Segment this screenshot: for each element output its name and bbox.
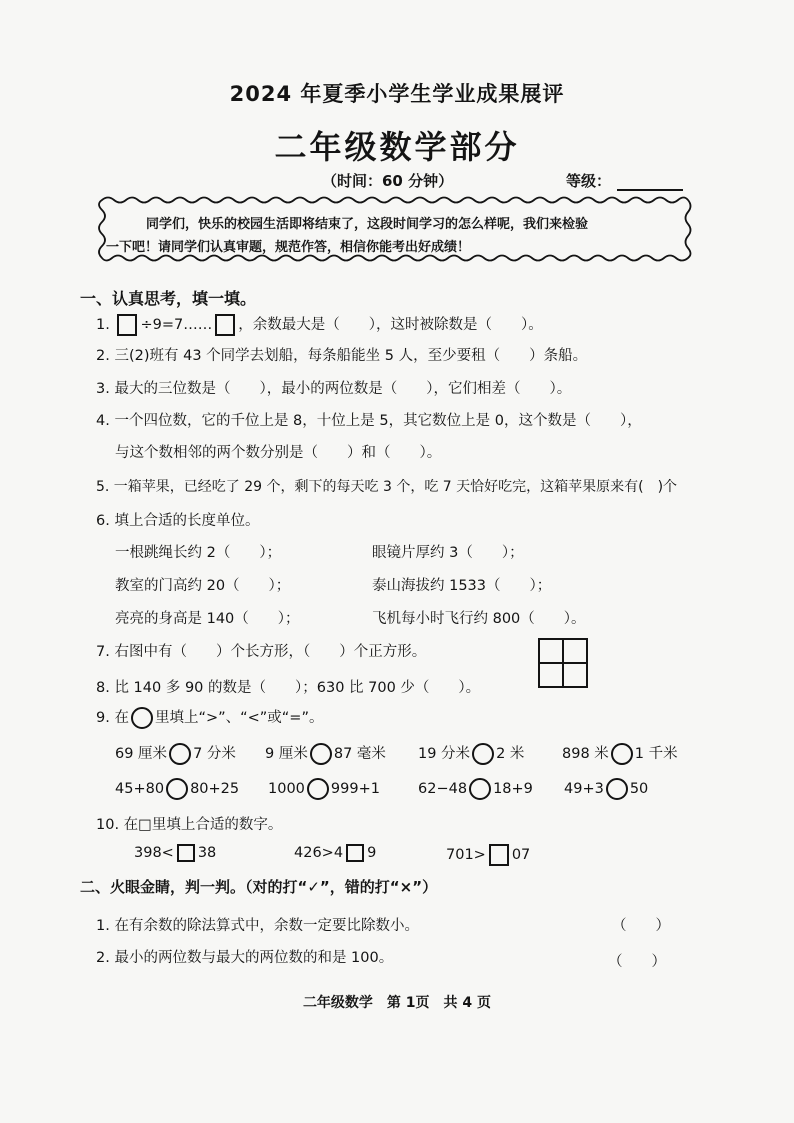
digit-item (294, 844, 376, 862)
digit-left: 426>4 (294, 845, 344, 861)
grade-label: 等级： (566, 172, 612, 190)
question-4: 4. 一个四位数，它的千位上是 8，十位上是 5，其它数位上是 0，这个数是（ ）， (96, 413, 642, 429)
compare-right: 18+9 (493, 781, 533, 797)
compare-item (265, 742, 386, 765)
compare-left: 62−48 (418, 781, 468, 797)
digit-right: 38 (197, 845, 217, 861)
compare-circle[interactable] (166, 778, 188, 800)
compare-left: 19 分米 (418, 746, 471, 762)
grade-field (566, 170, 683, 191)
digit-item (134, 844, 216, 862)
circle-icon (131, 707, 153, 729)
judge-answer[interactable]: （ ） (612, 918, 670, 934)
exam-title: 2024 年夏季小学生学业成果展评 (229, 82, 565, 106)
compare-item (418, 742, 524, 765)
judge-item: 1. 在有余数的除法算式中，余数一定要比除数小。 (96, 918, 419, 934)
digit-item (446, 844, 530, 866)
compare-left: 45+80 (115, 781, 165, 797)
compare-right: 87 毫米 (333, 746, 386, 762)
judge-item: 2. 最小的两位数与最大的两位数的和是 100。 (96, 950, 394, 966)
compare-item (562, 742, 678, 765)
intro-line-2: 一下吧！请同学们认真审题，规范作答，相信你能考出好成绩！ (106, 240, 471, 255)
compare-circle[interactable] (472, 743, 494, 765)
square-grid-figure (538, 638, 588, 688)
unit-item: 泰山海拔约 1533（ ）； (372, 578, 552, 594)
section-2-heading: 二、火眼金睛，判一判。（对的打“✓”，错的打“×”） (80, 878, 438, 896)
compare-circle[interactable] (169, 743, 191, 765)
compare-item (564, 778, 648, 800)
compare-circle[interactable] (469, 778, 491, 800)
grade-blank (617, 175, 683, 191)
question-9-post: 里填上“>”、“<”或“=”。 (154, 710, 324, 726)
digit-left: 398< (134, 845, 174, 861)
compare-right: 1 千米 (634, 746, 678, 762)
compare-circle[interactable] (307, 778, 329, 800)
compare-left: 1000 (268, 781, 305, 797)
digit-box[interactable] (489, 844, 509, 866)
unit-item: 一根跳绳长约 2（ ）； (115, 545, 282, 561)
unit-item: 飞机每小时飞行约 800（ ）。 (372, 611, 586, 627)
question-1-number: 1. (96, 317, 110, 333)
digit-box[interactable] (346, 844, 364, 862)
question-1 (96, 313, 543, 336)
compare-circle[interactable] (611, 743, 633, 765)
digit-right: 07 (511, 847, 531, 863)
compare-item (115, 778, 239, 800)
question-3: 3. 最大的三位数是（ ），最小的两位数是（ ），它们相差（ ）。 (96, 381, 572, 397)
compare-circle[interactable] (310, 743, 332, 765)
compare-right: 7 分米 (193, 746, 236, 762)
compare-left: 898 米 (562, 746, 609, 762)
question-5: 5. 一箱苹果，已经吃了 29 个，剩下的每天吃 3 个，吃 7 天恰好吃完，这箱苹果原来有( )个 (96, 479, 678, 495)
question-1-tail: ，余数最大是（ ），这时被除数是（ ）。 (238, 317, 543, 333)
question-4-continued: 与这个数相邻的两个数分别是（ ）和（ ）。 (115, 445, 442, 461)
compare-circle[interactable] (606, 778, 628, 800)
grid-horizontal-line (540, 662, 586, 664)
compare-left: 69 厘米 (115, 746, 168, 762)
digit-left: 701> (446, 847, 486, 863)
question-8: 8. 比 140 多 90 的数是（ ）；630 比 700 少（ ）。 (96, 680, 481, 696)
intro-line-1: 同学们，快乐的校园生活即将结束了，这段时间学习的怎么样呢，我们来检验 (146, 217, 589, 232)
question-2: 2. 三(2)班有 43 个同学去划船，每条船能坐 5 人，至少要租（ ）条船。 (96, 348, 588, 364)
compare-item (418, 778, 533, 800)
compare-right: 50 (629, 781, 649, 797)
page-footer: 二年级数学 第 1页 共 4 页 (302, 995, 492, 1011)
answer-box[interactable] (215, 314, 235, 336)
compare-left: 49+3 (564, 781, 604, 797)
compare-right: 80+25 (190, 781, 240, 797)
question-1-mid: ÷9=7…… (140, 317, 213, 333)
question-7: 7. 右图中有（ ）个长方形，（ ）个正方形。 (96, 644, 427, 660)
compare-item (115, 742, 236, 765)
judge-answer[interactable]: （ ） (608, 954, 666, 970)
unit-item: 亮亮的身高是 140（ ）； (115, 611, 300, 627)
exam-time: （时间：60 分钟） (322, 172, 454, 190)
question-6: 6. 填上合适的长度单位。 (96, 513, 260, 529)
digit-right: 9 (367, 845, 377, 861)
compare-right: 2 米 (496, 746, 525, 762)
exam-subtitle: 二年级数学部分 (274, 128, 520, 166)
compare-right: 999+1 (330, 781, 380, 797)
question-9 (96, 706, 323, 729)
unit-item: 眼镜片厚约 3（ ）； (372, 545, 524, 561)
answer-box[interactable] (117, 314, 137, 336)
question-9-pre: 9. 在 (96, 710, 129, 726)
question-10: 10. 在□里填上合适的数字。 (96, 817, 283, 833)
unit-item: 教室的门高约 20（ ）； (115, 578, 291, 594)
compare-left: 9 厘米 (265, 746, 308, 762)
digit-box[interactable] (177, 844, 195, 862)
section-1-heading: 一、认真思考，填一填。 (80, 289, 257, 308)
compare-item (268, 778, 380, 800)
